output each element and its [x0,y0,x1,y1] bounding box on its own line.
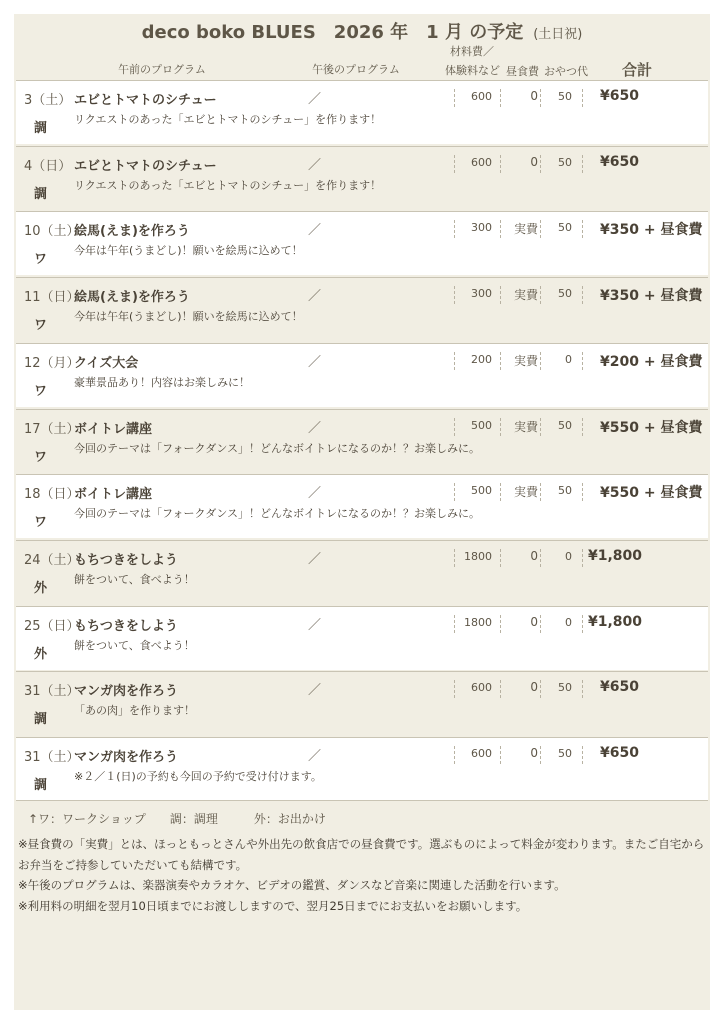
header-snack: おやつ代 [544,65,588,78]
row-materials-fee: 1800 [464,549,492,563]
legend: ↑ワ：ワークショップ 調：調理 外：お出かけ [28,812,326,826]
schedule-row [16,211,708,275]
row-description: リクエストのあった「エビとトマトのシチュー」を作ります！ [74,178,382,192]
notes [18,834,708,916]
row-am-program: ボイトレ講座 [74,487,153,503]
row-am-program: ボイトレ講座 [74,421,153,437]
row-am-program: もちつきをしよう [74,618,178,634]
row-snack-fee: 50 [558,90,572,103]
row-total: ¥550 + 昼食費 [600,419,703,436]
schedule-row [16,671,708,735]
column-divider [454,418,455,436]
row-date: 24（土） [24,552,80,568]
note-billing: ※利用料の明細を翌月10日頃までにお渡ししますので、翌月25日までにお支払いをお願いします。 [18,898,528,913]
row-pm-program: ／ [308,420,322,436]
column-divider [540,483,541,501]
column-divider [582,286,583,304]
row-am-program: 絵馬(えま)を作ろう [74,290,190,306]
row-snack-fee: 0 [565,615,572,629]
row-description: 今年は午年(うまどし)！願いを絵馬に込めて！ [74,310,303,324]
schedule-row [16,80,708,144]
row-total: ¥1,800 [588,547,643,564]
column-divider [454,155,455,173]
column-divider [540,286,541,304]
column-divider [454,483,455,501]
schedule-sheet [14,14,710,1010]
column-divider [582,155,583,173]
column-divider [500,746,501,764]
schedule-row [16,409,708,473]
row-am-program: マンガ肉を作ろう [74,684,179,700]
row-total: ¥350 + 昼食費 [600,222,703,239]
row-pm-program: ／ [308,92,322,107]
row-category: 調 [34,712,48,728]
column-divider [540,549,541,567]
row-date: 18（日） [24,487,80,503]
row-lunch-fee: 実費 [513,419,538,434]
row-total: ¥650 [600,745,639,761]
column-divider [454,746,455,764]
row-category: ワ [34,318,48,334]
row-pm-program: ／ [308,486,322,502]
row-snack-fee: 50 [558,747,572,760]
row-pm-program: ／ [308,354,322,370]
column-divider [500,220,501,238]
row-lunch-fee: 実費 [513,222,538,237]
schedule-row [16,343,708,407]
header-materials-line1: 材料費／ [450,45,494,58]
column-divider [540,680,541,698]
column-divider [500,418,501,436]
row-category: 調 [34,186,48,202]
schedule-row [16,540,708,604]
column-divider [540,418,541,436]
column-divider [582,615,583,633]
row-snack-fee: 0 [565,549,572,563]
column-divider [500,155,501,173]
row-snack-fee: 50 [558,418,572,432]
row-pm-program: ／ [308,223,322,239]
row-am-program: エビとトマトのシチュー [74,158,217,174]
column-divider [500,483,501,501]
row-lunch-fee: 実費 [513,288,538,303]
column-divider [540,615,541,633]
row-category: ワ [34,449,48,465]
row-date: 3（土） [24,93,72,108]
row-materials-fee: 600 [471,681,492,695]
column-divider [582,680,583,698]
schedule-row [16,277,708,341]
schedule-row [16,146,708,210]
row-materials-fee: 300 [471,287,492,301]
header-materials-line2: 体験料など [445,64,500,77]
row-description: ※２／１(日)の予約も今回の予約で受け付けます。 [74,770,322,783]
row-am-program: クイズ大会 [74,355,139,371]
page-title [14,18,710,44]
row-total: ¥550 + 昼食費 [600,485,703,502]
row-pm-program: ／ [308,749,322,764]
column-divider [540,352,541,370]
row-snack-fee: 50 [558,484,572,498]
row-materials-fee: 300 [471,221,492,235]
row-description: 今回のテーマは「フォークダンス」！どんなボイトレになるのか！？お楽しみに。 [74,441,481,455]
row-pm-program: ／ [308,617,322,633]
row-category: 外 [34,580,48,596]
row-date: 31（土） [24,684,80,700]
header-pm-program: 午後のプログラム [312,63,400,76]
row-description: 豪華景品あり！内容はお楽しみに！ [74,375,250,389]
row-date: 11（日） [24,290,80,306]
row-category: 調 [34,778,48,793]
row-lunch-fee: 0 [530,154,538,169]
column-divider [582,483,583,501]
column-divider [500,89,501,107]
column-divider [454,680,455,698]
row-am-program: もちつきをしよう [74,552,178,568]
row-snack-fee: 50 [558,155,572,169]
column-divider [500,549,501,567]
row-description: 今回のテーマは「フォークダンス」！どんなボイトレになるのか！？お楽しみに。 [74,507,481,521]
column-divider [540,155,541,173]
row-category: ワ [34,515,48,531]
header-am-program: 午前のプログラム [118,63,206,76]
column-divider [582,352,583,370]
row-category: 外 [34,646,48,662]
column-divider [454,352,455,370]
row-category: ワ [34,383,48,399]
row-materials-fee: 500 [471,484,492,498]
row-total: ¥650 [600,88,639,104]
column-divider [500,352,501,370]
row-pm-program: ／ [308,551,322,567]
row-lunch-fee: 実費 [513,353,538,368]
row-category: ワ [34,252,48,268]
row-lunch-fee: 0 [530,746,538,760]
row-total: ¥200 + 昼食費 [600,353,703,370]
row-date: 17（土） [24,421,80,437]
row-description: 「あの肉」を作ります！ [74,704,195,718]
column-divider [582,418,583,436]
row-date: 25（日） [24,618,80,634]
row-total: ¥1,800 [588,613,643,630]
row-materials-fee: 500 [471,418,492,432]
column-divider [540,220,541,238]
row-am-program: マンガ肉を作ろう [74,750,179,765]
column-divider [454,549,455,567]
column-divider [540,746,541,764]
header-lunch: 昼食費 [506,65,539,78]
column-divider [582,220,583,238]
row-lunch-fee: 0 [530,680,538,695]
column-divider [582,746,583,764]
title-sub: (土日祝) [533,27,583,42]
schedule-row [16,737,708,801]
row-date: 10（土） [24,224,80,240]
column-divider [582,89,583,107]
column-divider [454,89,455,107]
schedule-row [16,474,708,538]
row-date: 4（日） [24,158,72,174]
row-pm-program: ／ [308,157,322,173]
row-snack-fee: 50 [558,221,572,235]
row-pm-program: ／ [308,289,322,305]
row-total: ¥350 + 昼食費 [600,288,703,305]
column-divider [454,286,455,304]
row-total: ¥650 [600,153,639,170]
row-lunch-fee: 0 [530,89,538,103]
column-divider [454,220,455,238]
row-description: 餅をついて、食べよう！ [74,572,195,586]
row-materials-fee: 200 [471,352,492,366]
schedule-row [16,606,708,670]
row-date: 12（月） [24,355,80,371]
note-afternoon: ※午後のプログラムは、楽器演奏やカラオケ、ビデオの鑑賞、ダンスなど音楽に関連した活動を行います。 [18,878,566,892]
column-divider [500,680,501,698]
row-description: リクエストのあった「エビとトマトのシチュー」を作ります！ [74,113,382,126]
row-lunch-fee: 0 [530,614,538,629]
row-am-program: 絵馬(えま)を作ろう [74,224,190,240]
row-pm-program: ／ [308,683,322,699]
column-divider [582,549,583,567]
row-description: 今年は午年(うまどし)！願いを絵馬に込めて！ [74,244,303,258]
row-materials-fee: 1800 [464,615,492,629]
note-lunch: ※昼食費の「実費」とは、ほっともっとさんや外出先の飲食店での昼食費です。選ぶものによって料金が変わります。またご自宅からお弁当をご持参していただいても結構です。 [18,837,705,872]
row-category: 調 [34,121,48,136]
column-divider [454,615,455,633]
row-materials-fee: 600 [471,90,492,103]
row-lunch-fee: 0 [530,548,538,563]
row-snack-fee: 50 [558,287,572,301]
column-divider [540,89,541,107]
row-lunch-fee: 実費 [513,485,538,500]
row-total: ¥650 [600,679,639,696]
title-main: deco boko BLUES 2026 年 1 月 の予定 [141,22,524,43]
row-description: 餅をついて、食べよう！ [74,638,195,652]
column-divider [500,615,501,633]
row-snack-fee: 0 [565,352,572,366]
row-date: 31（土） [24,750,80,765]
row-materials-fee: 600 [471,747,492,760]
row-materials-fee: 600 [471,155,492,169]
header-materials [445,42,499,80]
header-total: 合計 [622,61,653,79]
row-am-program: エビとトマトのシチュー [74,93,217,108]
column-divider [500,286,501,304]
row-snack-fee: 50 [558,681,572,695]
